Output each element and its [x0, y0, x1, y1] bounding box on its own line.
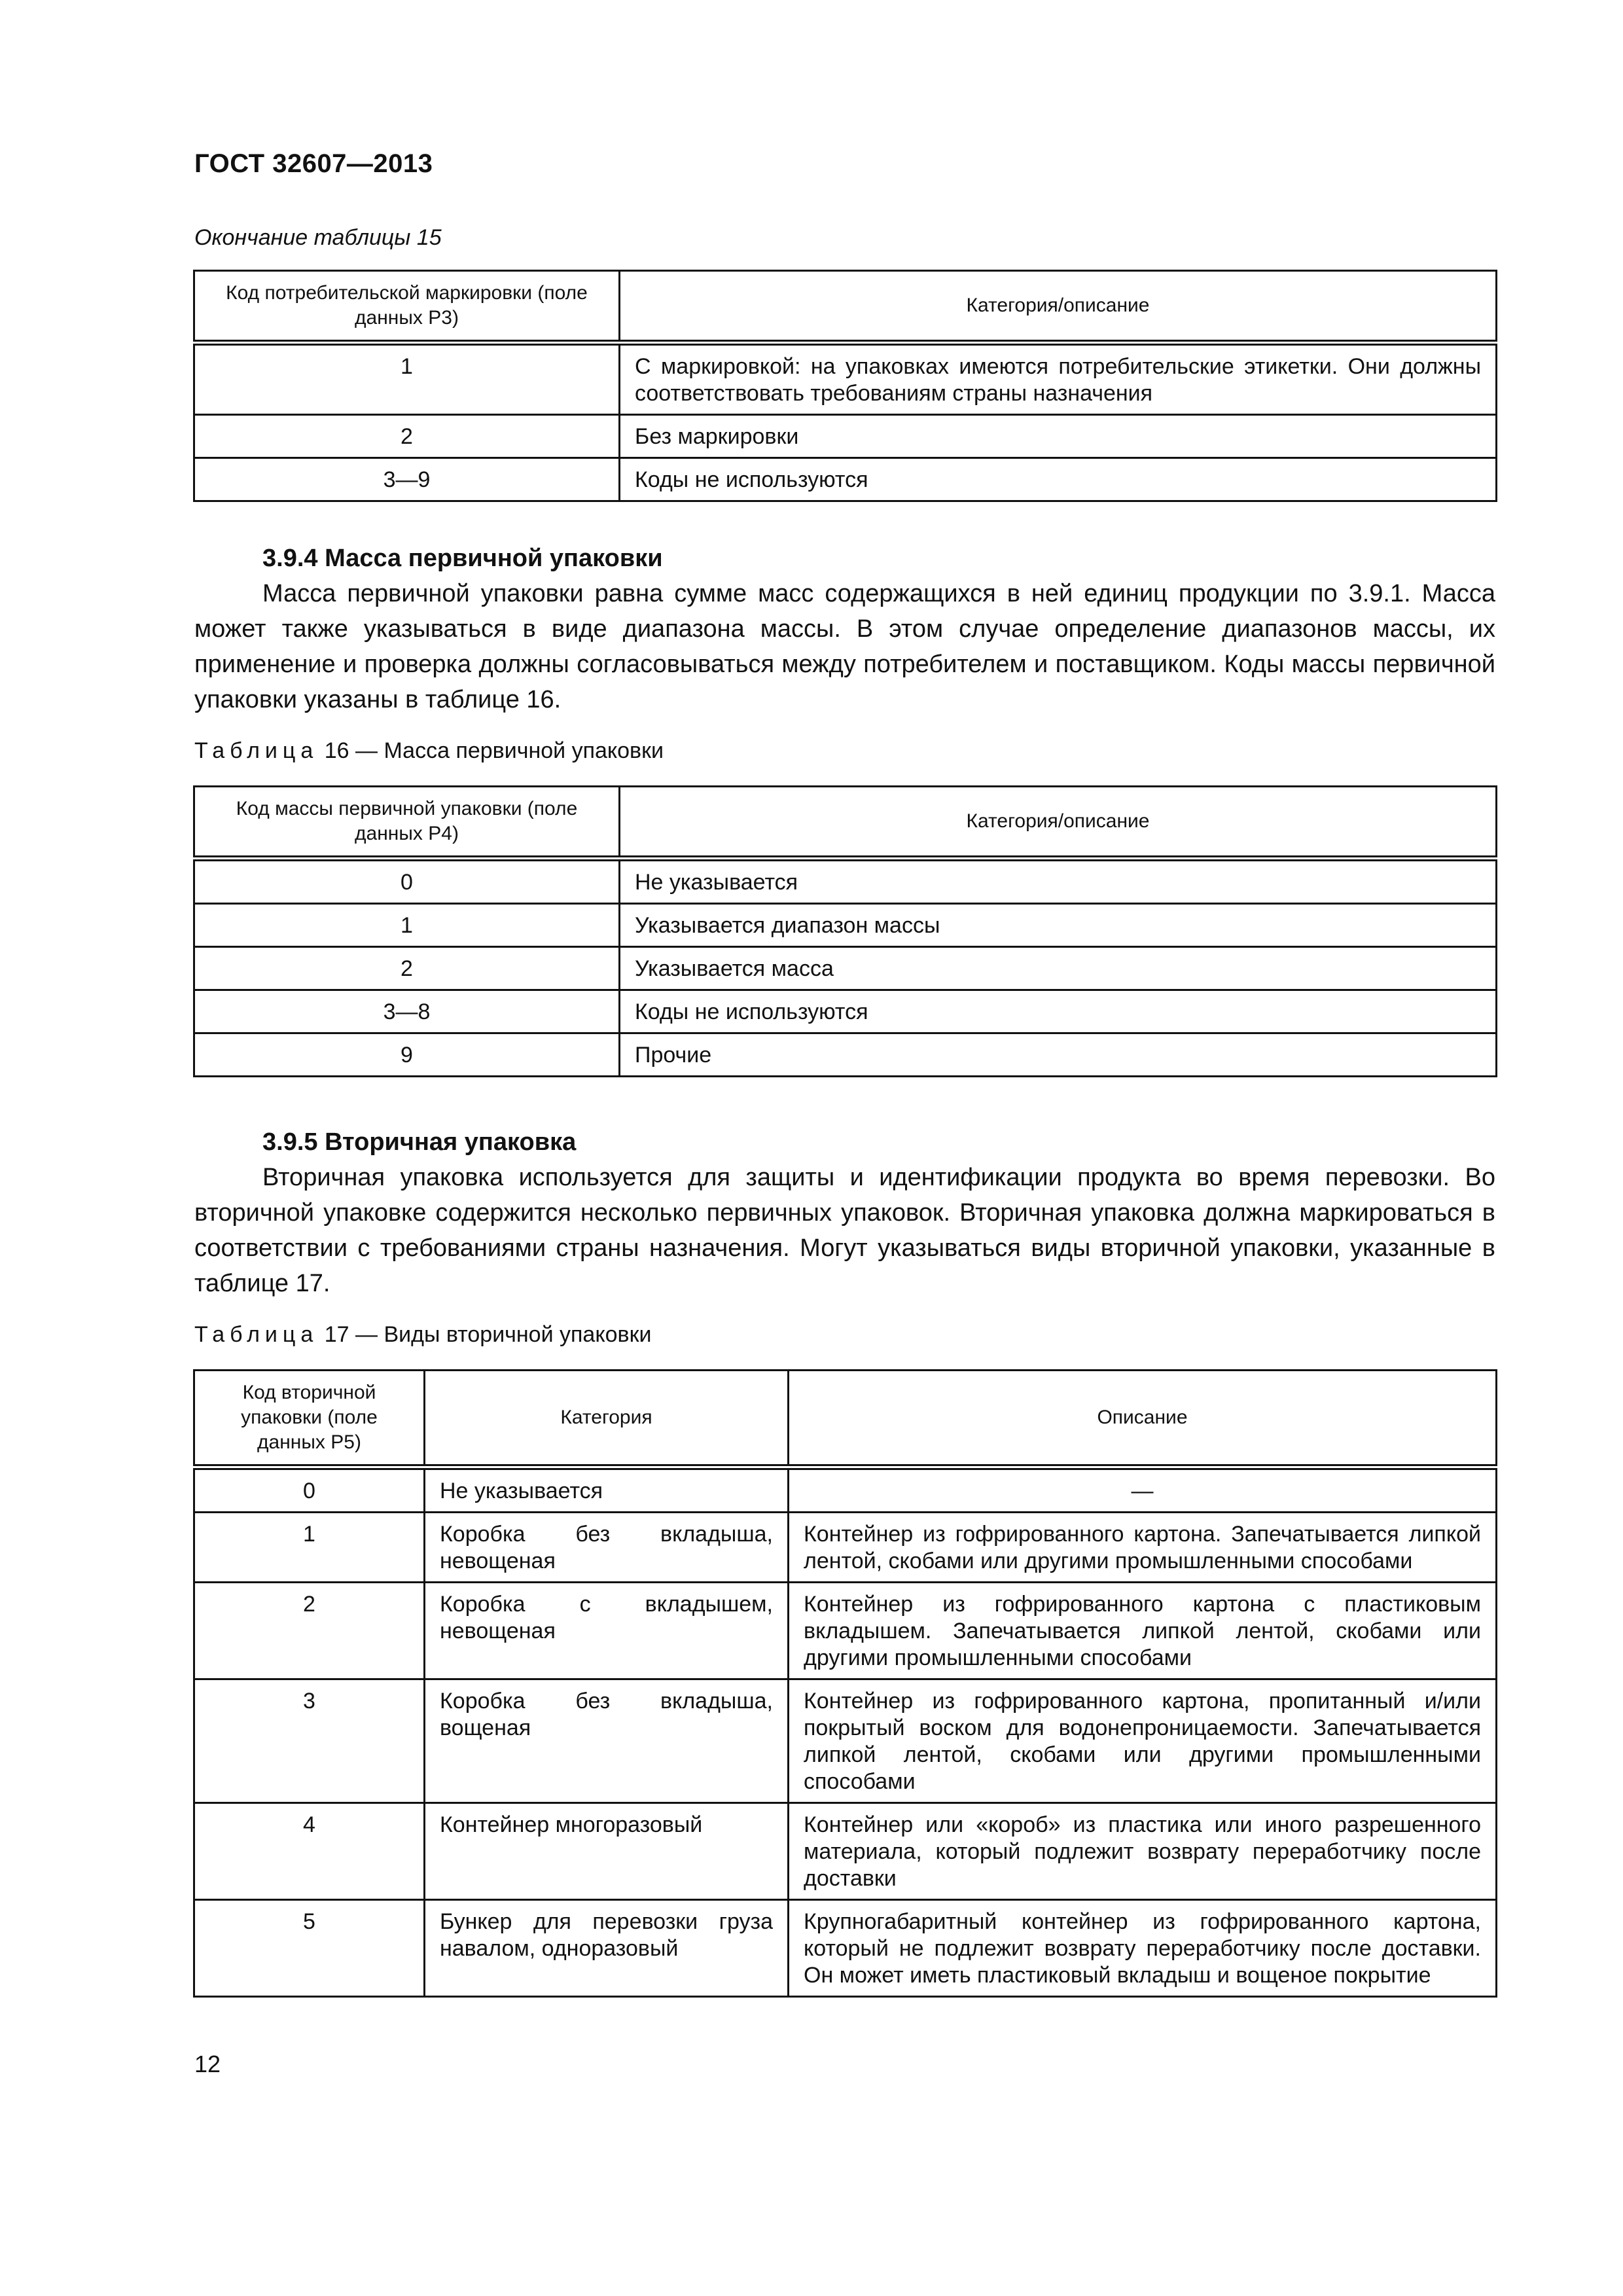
table-caption-label: Таблица [194, 1322, 319, 1347]
code-cell: 1 [194, 343, 620, 415]
table-row [194, 1583, 1497, 1679]
column-header: Категория/описание [620, 271, 1497, 343]
table-row [194, 1467, 1497, 1513]
table-caption-title: 17 — Виды вторичной упаковки [324, 1322, 652, 1347]
description-cell: Указывается масса [620, 947, 1497, 990]
table-row [194, 1033, 1497, 1077]
description-cell: Контейнер или «короб» из пластика или иного разрешенного материала, который подлежит возврату переработчику после доставки [789, 1803, 1497, 1900]
table-caption-title: 16 — Масса первичной упаковки [324, 738, 664, 763]
table15-caption: Окончание таблицы 15 [194, 225, 442, 250]
table-16 [193, 785, 1497, 1077]
code-cell: 9 [194, 1033, 620, 1077]
section-heading: 3.9.4 Масса первичной упаковки [262, 545, 663, 572]
document-designation: ГОСТ 32607—2013 [194, 149, 433, 178]
code-cell: 2 [194, 1583, 425, 1679]
description-cell: Не указывается [620, 859, 1497, 904]
description-cell: Контейнер из гофрированного картона. Запечатывается липкой лентой, скобами или другими промышленными способами [789, 1513, 1497, 1583]
table-17 [193, 1369, 1497, 1998]
description-cell: Указывается диапазон массы [620, 904, 1497, 947]
description-cell: Коды не используются [620, 458, 1497, 501]
table-caption-label: Таблица [194, 738, 319, 763]
table17-caption [194, 1322, 651, 1348]
section-paragraph: Вторичная упаковка используется для защиты и идентификации продукта во время перевозки. Во вторичной упаковке содержится несколько первичных упаковок. Вторичная упаковка должна маркироваться в соответствии с требованиями страны назначения. Могут указываться виды вторичной упаковки, указанные в таблице 17. [194, 1164, 1495, 1297]
table-header-row [194, 1371, 1497, 1467]
table-row [194, 343, 1497, 415]
table-row [194, 1513, 1497, 1583]
code-cell: 4 [194, 1803, 425, 1900]
table-row [194, 1803, 1497, 1900]
description-cell: Контейнер из гофрированного картона с пластиковым вкладышем. Запечатывается липкой лентой, скобами или другими промышленными способами [789, 1583, 1497, 1679]
table16-caption [194, 738, 664, 764]
category-cell: Контейнер многоразовый [425, 1803, 789, 1900]
code-cell: 1 [194, 1513, 425, 1583]
code-cell: 2 [194, 415, 620, 458]
description-cell: Без маркировки [620, 415, 1497, 458]
column-header: Код вторичной упаковки (поле данных Р5) [194, 1371, 425, 1467]
description-cell: Крупногабаритный контейнер из гофрированного картона, который не подлежит возврату переработчику после доставки. Он может иметь пластиковый вкладыш и вощеное покрытие [789, 1900, 1497, 1997]
column-header: Код потребительской маркировки (поле данных Р3) [194, 271, 620, 343]
category-cell: Коробка с вкладышем, невощеная [425, 1583, 789, 1679]
description-cell: Прочие [620, 1033, 1497, 1077]
code-cell: 3—8 [194, 990, 620, 1033]
table-row [194, 990, 1497, 1033]
column-header: Код массы первичной упаковки (поле данных Р4) [194, 787, 620, 859]
table-row [194, 458, 1497, 501]
section-3-9-5 [194, 1124, 1495, 1301]
column-header: Описание [789, 1371, 1497, 1467]
code-cell: 3—9 [194, 458, 620, 501]
column-header: Категория [425, 1371, 789, 1467]
table-row [194, 1679, 1497, 1803]
page-number: 12 [194, 2051, 221, 2077]
table-15 [193, 270, 1497, 502]
table-row [194, 904, 1497, 947]
table-header-row [194, 787, 1497, 859]
category-cell: Коробка без вкладыша, вощеная [425, 1679, 789, 1803]
category-cell: Коробка без вкладыша, невощеная [425, 1513, 789, 1583]
section-3-9-4 [194, 541, 1495, 717]
code-cell: 5 [194, 1900, 425, 1997]
table-row [194, 415, 1497, 458]
code-cell: 0 [194, 859, 620, 904]
category-cell: Бункер для перевозки груза навалом, одноразовый [425, 1900, 789, 1997]
code-cell: 0 [194, 1467, 425, 1513]
table-header-row [194, 271, 1497, 343]
column-header: Категория/описание [620, 787, 1497, 859]
table-row [194, 1900, 1497, 1997]
code-cell: 3 [194, 1679, 425, 1803]
description-cell: Коды не используются [620, 990, 1497, 1033]
code-cell: 2 [194, 947, 620, 990]
code-cell: 1 [194, 904, 620, 947]
section-heading: 3.9.5 Вторичная упаковка [262, 1128, 577, 1156]
category-cell: Не указывается [425, 1467, 789, 1513]
table-row [194, 947, 1497, 990]
description-cell: — [789, 1467, 1497, 1513]
table-row [194, 859, 1497, 904]
section-paragraph: Масса первичной упаковки равна сумме масс содержащихся в ней единиц продукции по 3.9.1. Масса может также указываться в виде диапазона массы. В этом случае определение диапазонов массы, их применение и проверка должны согласовываться между потребителем и поставщиком. Коды массы первичной упаковки указаны в таблице 16. [194, 580, 1495, 713]
description-cell: Контейнер из гофрированного картона, пропитанный и/или покрытый воском для водонепроницаемости. Запечатывается липкой лентой, скобами или другими промышленными способами [789, 1679, 1497, 1803]
description-cell: С маркировкой: на упаковках имеются потребительские этикетки. Они должны соответствовать требованиям страны назначения [620, 343, 1497, 415]
